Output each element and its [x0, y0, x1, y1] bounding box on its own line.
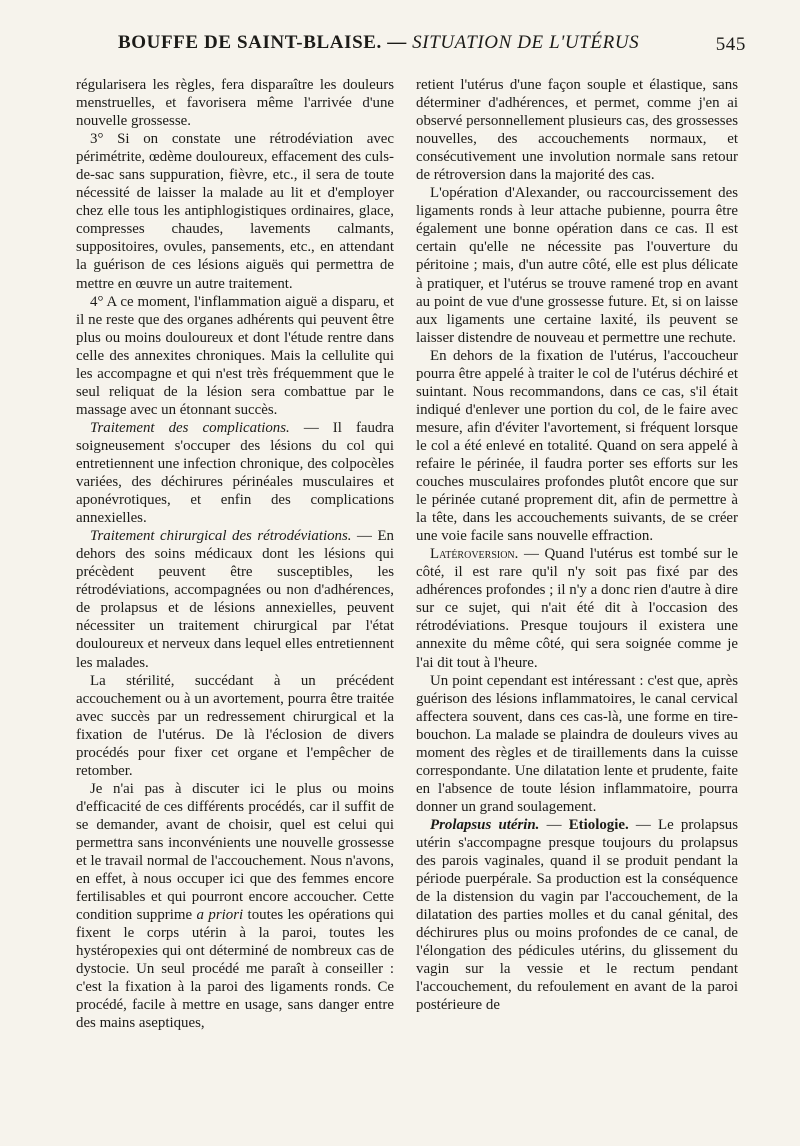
section-heading: Prolapsus utérin.	[430, 816, 540, 833]
paragraph	[416, 545, 738, 671]
paragraph: En dehors de la fixation de l'utérus, l'accoucheur pourra être appelé à traiter le col de l'utérus déchiré et suintant. Nous recommandons, dans ce cas, s'il était indiqué d'enlever une portion du col, de le faire avec mesure, afin d'éviter l'avortement, si fréquent lorsque le col a été enlevé en totalité. Quand on sera appelé à refaire le périnée, il faudra porter ses efforts sur les couches musculaires profondes plutôt encore que sur le périnée cutané proprement dit, afin de permettre à la tête, dans les accouchements suivants, de se créer une voie facile sans nouvelle effraction.	[416, 347, 738, 545]
right-column	[416, 76, 738, 1014]
paragraph	[76, 527, 394, 671]
page-number: 545	[715, 34, 746, 55]
section-heading: Traitement chirurgical des rétrodéviations.	[90, 528, 352, 545]
latin-phrase: a priori	[196, 907, 244, 924]
heading-separator: —	[539, 816, 569, 833]
paragraph: Un point cependant est intéressant : c'est que, après guérison des lésions inflammatoires, le canal cervical affectera souvent, dans ces cas-là, une forme en tire-bouchon. La malade se plaindra de douleurs vives au moment des règles et de tiraillements dans la cuisse correspondante. Une dilatation lente et prudente, faite en l'absence de toute lésion inflammatoire, pourra donner un grand soulagement.	[416, 672, 738, 815]
paragraph-text: — Quand l'utérus est tombé sur le côté, il est rare qu'il n'y soit pas fixé par des adhérences profondes ; il n'y a donc rien d'autre à dire sur ce sujet, qui n'ait été dit à l'occasion des rétrodéviations. Presque toujours il existera une annexite du même côté, qui sera soignée comme je l'ai dit tout à l'heure.	[416, 546, 738, 671]
left-column	[76, 76, 394, 1032]
paragraph-text: toutes les opérations qui fixent le corps utérin à la paroi, toutes les hystéropexies qui ont déterminé de nombreux cas de dystocie. Un seul procédé me paraît à conseiller : c'est la fixation à la paroi des ligaments ronds. Ce procédé, facile à mettre en usage, sans danger entre des mains aseptiques,	[76, 907, 394, 1032]
paragraph	[76, 419, 394, 527]
running-title	[118, 32, 639, 53]
paragraph: La stérilité, succédant à un précédent accouchement ou à un avortement, pourra être traitée avec succès par un redressement chirurgical et la fixation de l'utérus. De là l'éclosion de divers procédés pour fixer cet organe et l'empêcher de retomber.	[76, 672, 394, 779]
section-heading: Latéroversion.	[430, 546, 519, 563]
paragraph-text: — Le prolapsus utérin s'accompagne presque toujours du prolapsus des parois vaginales, quand il se produit pendant la période puerpérale. Sa production est la conséquence de la distension du vagin par l'accouchement, de la dilatation des parties molles et du canal génital, des déchirures plus ou moins profondes de ce canal, de l'élongation des pédicules utérins, du glissement du vagin sur la vessie et le rectum pendant l'accouchement, du refoulement en avant de la paroi postérieure de	[416, 816, 738, 1014]
paragraph: retient l'utérus d'une façon souple et élastique, sans déterminer d'adhérences, et permet, comme j'en ai observé personnellement plusieurs cas, des grossesses nouvelles, des accouchements normaux, et consécutivement une involution normale sans retour de rétroversion dans la majorité des cas.	[416, 77, 738, 184]
sub-heading: Etiologie.	[568, 816, 629, 833]
running-title-author: BOUFFE DE SAINT-BLAISE. —	[118, 32, 413, 53]
running-title-subject: SITUATION DE L'UTÉRUS	[412, 32, 640, 53]
section-heading: Traitement des complications.	[90, 419, 290, 436]
paragraph-text: Je n'ai pas à discuter ici le plus ou moins d'efficacité de ces différents procédés, car il suffit de se demander, avant de choisir, quel est celui qui permettra sans inconvénients une nouvelle grossesse et le travail normal de l'accouchement. Nous n'avons, en effet, à nous occuper ici que des femmes encore fertilisables et qui pourront encore accoucher. Cette condition supprime	[76, 780, 394, 924]
paragraph: régularisera les règles, fera disparaître les douleurs menstruelles, et favorisera même l'arrivée d'une nouvelle grossesse.	[76, 77, 394, 130]
paragraph-text: — En dehors des soins médicaux dont les lésions qui précèdent peuvent être susceptibles, les rétrodéviations, accompagnées ou non d'adhérences, de prolapsus et de lésions annexielles, peuvent nécessiter un traitement chirurgical par l'état douloureux et nerveux dans lequel elles entretiennent les malades.	[76, 528, 394, 671]
paragraph: L'opération d'Alexander, ou raccourcissement des ligaments ronds à leur attache pubienne, pourra être également une bonne opération dans ce cas. Il est certain qu'elle ne nécessite pas l'ouverture du péritoine ; mais, d'un autre côté, elle est plus délicate à pratiquer, et l'utérus se trouve ramené trop en avant au point de vue d'une grossesse future. Et, si on laisse aux ligaments une certaine laxité, ils peuvent se laisser distendre de nouveau et permettre une rechute.	[416, 185, 738, 346]
running-header	[118, 32, 746, 72]
paragraph: 3° Si on constate une rétrodéviation avec périmétrite, œdème douloureux, effacement des culs-de-sac sans suppuration, fièvre, etc., il sera de toute nécessité de laisser la malade au lit et d'employer chez elle tous les antiphlogistiques ordinaires, glace, compresses chaudes, lavements calmants, suppositoires, ovules, pansements, etc., en attendant la guérison de ces lésions aiguës qui permettra de mettre en œuvre un autre traitement.	[76, 131, 394, 292]
paragraph: 4° A ce moment, l'inflammation aiguë a disparu, et il ne reste que des organes adhérents qui peuvent être plus ou moins douloureux et dont l'étude rentre dans celle des annexites chroniques. Mais la cellulite qui les accompagne et qui n'est très fréquemment que le seul reliquat de la lésion sera combattue par le massage avec un étonnant succès.	[76, 293, 394, 418]
paragraph-text: — Il faudra soigneusement s'occuper des lésions du col qui entretiennent une infection chronique, des colpocèles variées, des déchirures périnéales musculaires et aponévrotiques, et enfin des complications annexielles.	[76, 419, 394, 527]
paragraph	[416, 816, 738, 1015]
paragraph	[76, 780, 394, 1033]
